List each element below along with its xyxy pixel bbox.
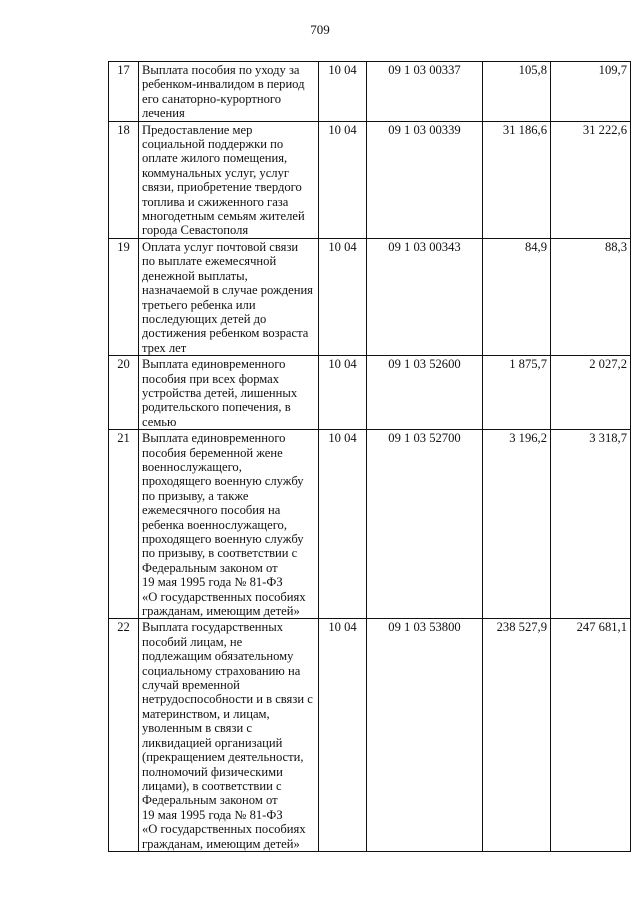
- row-name-line: Федеральным законом от: [142, 560, 278, 575]
- row-name-line: ликвидацией организаций: [142, 735, 283, 750]
- row-name-cell: [139, 430, 319, 619]
- row-number-cell: 21: [109, 430, 139, 619]
- row-name-line: трех лет: [142, 340, 187, 355]
- table-body: [109, 62, 631, 852]
- row-name-line: по призыву, а также: [142, 488, 249, 503]
- table-row: [109, 619, 631, 852]
- row-name-line: (прекращением деятельности,: [142, 750, 304, 765]
- row-value-1-cell: 31 186,6: [483, 121, 551, 238]
- row-name-line: случай временной: [142, 678, 240, 693]
- row-name-line: подлежащим обязательному: [142, 649, 294, 664]
- row-name-line: ежемесячного пособия на: [142, 503, 281, 518]
- row-code-cell: 09 1 03 00337: [367, 62, 483, 122]
- row-name-line: 19 мая 1995 года № 81-ФЗ: [142, 575, 283, 590]
- budget-table: [108, 61, 631, 852]
- row-name-line: города Севастополя: [142, 223, 249, 238]
- row-name-line: «О государственных пособиях: [142, 589, 306, 604]
- row-name-line: социальной поддержки по: [142, 137, 284, 152]
- row-name-line: ребенком-инвалидом в период: [142, 77, 305, 92]
- row-name-line: пособия при всех формах: [142, 371, 280, 386]
- row-value-1-cell: 105,8: [483, 62, 551, 122]
- table-row: [109, 356, 631, 430]
- row-name-line: гражданам, имеющим детей»: [142, 836, 300, 851]
- row-name-cell: [139, 62, 319, 122]
- row-value-2-cell: 247 681,1: [551, 619, 631, 852]
- row-name-line: денежной выплаты,: [142, 268, 248, 283]
- row-name-line: Выплата государственных: [142, 620, 284, 635]
- row-name-line: лицами), в соответствии с: [142, 778, 282, 793]
- row-value-1-cell: 238 527,9: [483, 619, 551, 852]
- row-name-line: пособий лицам, не: [142, 634, 243, 649]
- row-name-line: устройства детей, лишенных: [142, 385, 298, 400]
- row-name-line: оплате жилого помещения,: [142, 151, 288, 166]
- row-number-cell: 22: [109, 619, 139, 852]
- row-name-line: Предоставление мер: [142, 122, 253, 137]
- row-value-2-cell: 88,3: [551, 238, 631, 355]
- row-code-cell: 09 1 03 53800: [367, 619, 483, 852]
- row-section-cell: 10 04: [319, 121, 367, 238]
- page-number: 709: [310, 22, 330, 37]
- row-value-2-cell: 2 027,2: [551, 356, 631, 430]
- row-name-line: «О государственных пособиях: [142, 822, 306, 837]
- row-name-line: проходящего военную службу: [142, 532, 304, 546]
- row-value-2-cell: 31 222,6: [551, 121, 631, 238]
- row-name-line: связи, приобретение твердого: [142, 180, 302, 195]
- row-name-line: проходящего военную службу: [142, 474, 304, 489]
- row-name-line: Выплата единовременного: [142, 357, 286, 372]
- table-row: [109, 238, 631, 355]
- row-name-line: его санаторно-курортного: [142, 91, 282, 106]
- row-number-cell: 17: [109, 62, 139, 122]
- row-name-line: коммунальных услуг, услуг: [142, 165, 290, 180]
- row-name-line: 19 мая 1995 года № 81-ФЗ: [142, 807, 283, 822]
- row-section-cell: 10 04: [319, 356, 367, 430]
- row-number-cell: 19: [109, 238, 139, 355]
- row-name-cell: [139, 619, 319, 852]
- row-name-line: Оплата услуг почтовой связи: [142, 239, 299, 254]
- row-section-cell: 10 04: [319, 619, 367, 852]
- row-section-cell: 10 04: [319, 238, 367, 355]
- row-name-line: пособия беременной жене: [142, 445, 283, 460]
- row-code-cell: 09 1 03 52600: [367, 356, 483, 430]
- row-number-cell: 20: [109, 356, 139, 430]
- row-name-line: по выплате ежемесячной: [142, 254, 277, 269]
- row-name-line: по призыву, в соответствии с: [142, 546, 298, 561]
- row-section-cell: 10 04: [319, 430, 367, 619]
- table-row: [109, 121, 631, 238]
- row-name-line: полномочий физическими: [142, 764, 283, 779]
- table-row: [109, 430, 631, 619]
- row-value-1-cell: 3 196,2: [483, 430, 551, 619]
- row-name-line: социальному страхованию на: [142, 663, 301, 678]
- row-name-line: военнослужащего,: [142, 459, 242, 474]
- table-row: [109, 62, 631, 122]
- row-name-line: последующих детей до: [142, 311, 267, 326]
- row-name-line: Федеральным законом от: [142, 793, 278, 808]
- row-value-1-cell: 84,9: [483, 238, 551, 355]
- row-section-cell: 10 04: [319, 62, 367, 122]
- row-value-1-cell: 1 875,7: [483, 356, 551, 430]
- row-name-line: Выплата пособия по уходу за: [142, 63, 300, 77]
- row-name-line: достижения ребенком возраста: [142, 326, 309, 341]
- row-name-line: уволенным в связи с: [142, 721, 252, 736]
- row-name-line: гражданам, имеющим детей»: [142, 604, 300, 619]
- row-name-line: материнством, и лицам,: [142, 706, 270, 721]
- row-value-2-cell: 3 318,7: [551, 430, 631, 619]
- row-name-line: назначаемой в случае рождения: [142, 283, 313, 298]
- row-code-cell: 09 1 03 00343: [367, 238, 483, 355]
- row-value-2-cell: 109,7: [551, 62, 631, 122]
- row-name-line: топлива и сжиженного газа: [142, 194, 289, 209]
- row-name-cell: [139, 238, 319, 355]
- row-name-line: многодетным семьям жителей: [142, 209, 305, 224]
- row-code-cell: 09 1 03 52700: [367, 430, 483, 619]
- row-name-line: родительского попечения, в: [142, 400, 291, 415]
- row-number-cell: 18: [109, 121, 139, 238]
- row-name-line: лечения: [142, 106, 185, 121]
- row-name-line: Выплата единовременного: [142, 431, 286, 446]
- row-name-line: третьего ребенка или: [142, 297, 256, 312]
- row-name-cell: [139, 121, 319, 238]
- row-name-cell: [139, 356, 319, 430]
- row-code-cell: 09 1 03 00339: [367, 121, 483, 238]
- row-name-line: нетрудоспособности и в связи с: [142, 692, 313, 707]
- row-name-line: семью: [142, 414, 177, 429]
- row-name-line: ребенка военнослужащего,: [142, 517, 287, 532]
